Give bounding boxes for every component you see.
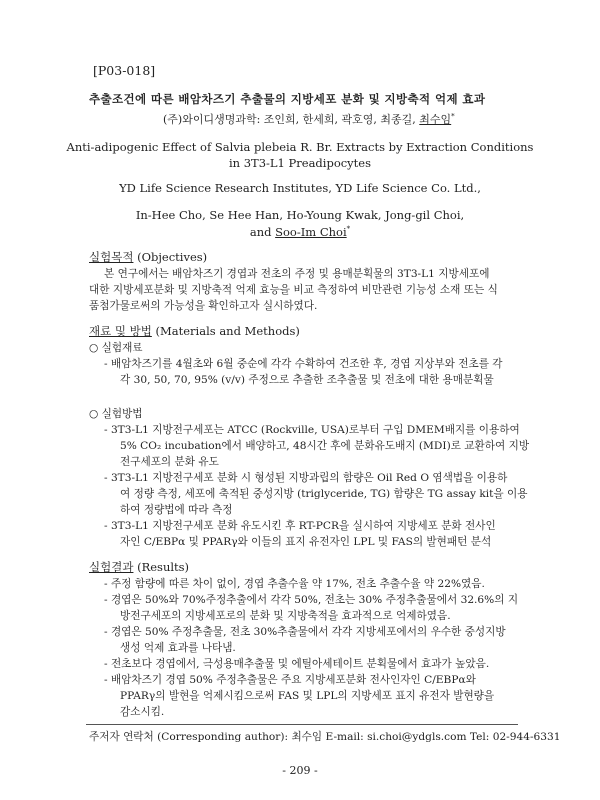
methods-heading xyxy=(89,323,300,339)
results-line: 방전구세포의 지방세포로의 분화 및 지방축적을 효과적으로 억제하였음. xyxy=(120,610,451,622)
corresponding-mark-en: * xyxy=(346,225,351,234)
corresponding-author-en: Soo-Im Choi xyxy=(275,225,347,239)
objectives-line: 대한 지방세포분화 및 지방축적 억제 효능을 비교 측정하여 비만관련 기능성 소재 또는 식 xyxy=(89,284,498,296)
abstract-code: [P03-018] xyxy=(93,63,156,78)
methods-line: 하여 정량법에 따라 측정 xyxy=(120,504,233,516)
results-heading-kr: 실험결과 xyxy=(89,560,134,574)
materials-line: 각 30, 50, 70, 95% (v/v) 주정으로 추출한 조추출물 및 전초에 대한 용매분획물 xyxy=(120,374,494,386)
korean-authors xyxy=(163,111,455,127)
methods-line: - 3T3-L1 지방전구세포는 ATCC (Rockville, USA)로부터 구입 DMEM배지를 이용하여 xyxy=(104,424,520,436)
objectives-heading-kr: 실험목적 xyxy=(89,250,134,264)
results-line: - 경엽은 50%와 70%주정추출에서 각각 50%, 전초는 30% 주정추출물에서 32.6%의 지 xyxy=(104,594,519,606)
english-title-line-1: Anti-adipogenic Effect of Salvia plebeia R. Br. Extracts by Extraction Conditions xyxy=(66,140,534,154)
results-line: - 전초보다 경엽에서, 극성용매추출물 및 에틸아세테이트 분획물에서 효과가 높았음. xyxy=(104,658,490,670)
methods-heading-en: (Materials and Methods) xyxy=(151,324,300,338)
authors-and: and xyxy=(249,225,276,239)
corresponding-author-kr: 최수임 xyxy=(419,113,452,126)
results-line: - 경엽은 50% 주정추출물, 전초 30%추출물에서 각각 지방세포에서의 우수한 중성지방 xyxy=(104,626,506,638)
materials-subheading: ○ 실험재료 xyxy=(89,342,143,354)
results-heading-en: (Results) xyxy=(133,560,190,574)
korean-title: 추출조건에 따른 배암차즈기 추출물의 지방세포 분화 및 지방축적 억제 효과 xyxy=(89,92,486,106)
results-line: - 배암차즈기 경엽 50% 주정추출물은 주요 지방세포분화 전사인자인 C/EBPα와 xyxy=(104,674,476,686)
footnote-divider xyxy=(86,724,518,725)
methods-heading-kr: 재료 및 방법 xyxy=(89,324,152,338)
methods-line: - 3T3-L1 지방전구세포 분화 시 형성된 지방과립의 함량은 Oil Red O 염색법을 이용하 xyxy=(104,472,508,484)
methods-line: 5% CO₂ incubation에서 배양하고, 48시간 후에 분화유도배지 (MDI)로 교환하여 지방 xyxy=(120,440,530,452)
methods-subheading: ○ 실험방법 xyxy=(89,408,143,420)
korean-affiliation: (주)와이디생명과학: 조인희, 한세희, 곽호영, 최종길, xyxy=(163,113,420,126)
institution: YD Life Science Research Institutes, YD Life Science Co. Ltd., xyxy=(119,181,481,195)
methods-line: 여 정량 측정, 세포에 축적된 중성지방 (triglyceride, TG) 함량은 TG assay kit을 이용 xyxy=(120,488,528,500)
corresponding-contact: 주저자 연락처 (Corresponding author): 최수임 E-mail: si.choi@ydgls.com Tel: 02-944-6331 xyxy=(89,731,561,743)
methods-line: 전구세포의 분화 유도 xyxy=(120,456,219,468)
results-line: - 주정 함량에 따른 차이 없이, 경엽 추출수율 약 17%, 전초 추출수율 약 22%였음. xyxy=(104,578,485,590)
results-line: PPARγ의 발현을 억제시킴으로써 FAS 및 LPL의 지방세포 표지 유전자 발현량을 xyxy=(120,690,495,702)
english-authors-line-1: In-Hee Cho, Se Hee Han, Ho-Young Kwak, Jong-gil Choi, xyxy=(135,208,465,222)
results-heading xyxy=(89,559,189,575)
objectives-heading-en: (Objectives) xyxy=(133,250,208,264)
corresponding-mark: * xyxy=(451,112,455,121)
objectives-line: 본 연구에서는 배암차즈기 경엽과 전초의 주정 및 용매분획물의 3T3-L1 지방세포에 xyxy=(104,268,490,280)
methods-line: 자인 C/EBPα 및 PPARγ와 이들의 표지 유전자인 LPL 및 FAS의 발현패턴 분석 xyxy=(120,536,492,548)
results-line: 생성 억제 효과를 나타냄. xyxy=(120,642,236,654)
materials-line: - 배암차즈기를 4월초와 6월 중순에 각각 수확하여 건조한 후, 경엽 지상부와 전초를 각 xyxy=(104,358,503,370)
page-number: - 209 - xyxy=(282,764,318,777)
objectives-line: 품첨가물로써의 가능성을 확인하고자 실시하였다. xyxy=(89,300,318,312)
objectives-heading xyxy=(89,249,207,265)
methods-line: - 3T3-L1 지방전구세포 분화 유도시킨 후 RT-PCR을 실시하여 지방세포 분화 전사인 xyxy=(104,520,496,532)
english-title-line-2: in 3T3-L1 Preadipocytes xyxy=(228,156,372,170)
english-authors-line-2 xyxy=(0,225,600,239)
results-line: 감소시킴. xyxy=(120,706,165,718)
